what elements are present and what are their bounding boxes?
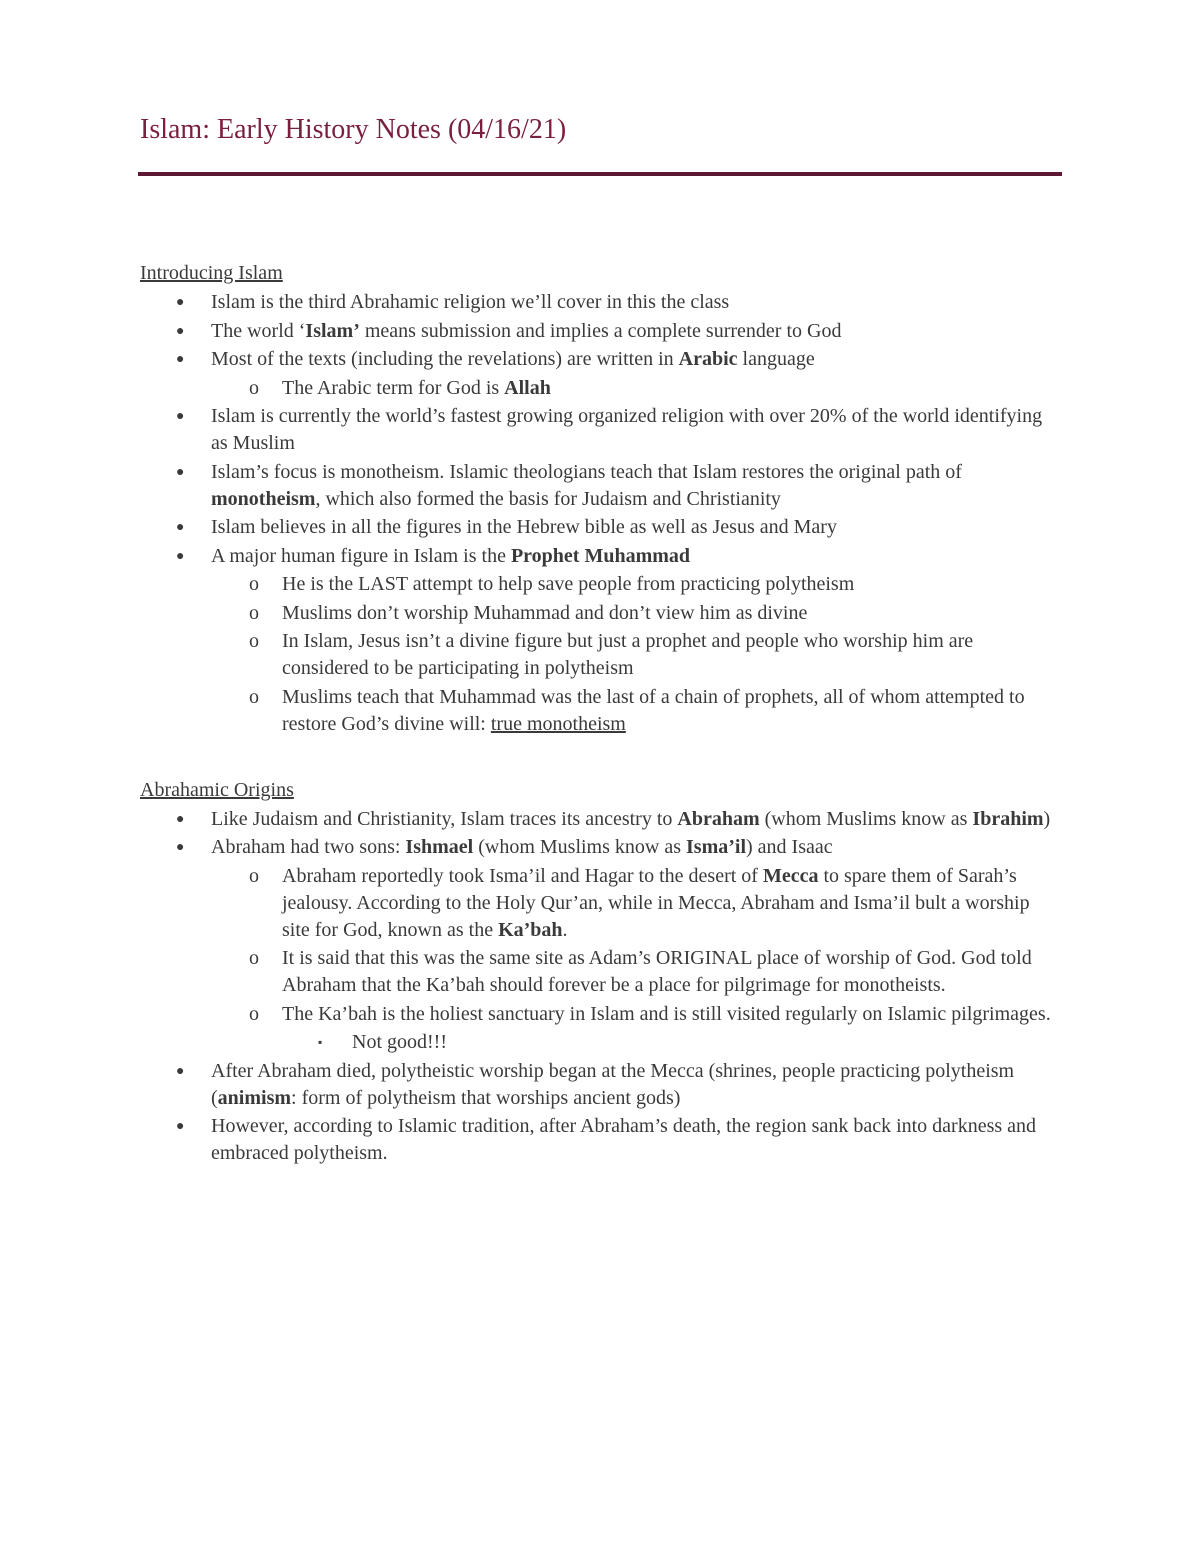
text-segment: Abraham reportedly took Isma’il and Hagar to the desert of [282, 864, 763, 887]
text-segment: Muslims teach that Muhammad was the last of a chain of prophets, all of whom attempted to restore God’s divine will: [282, 685, 1025, 735]
bold-term: Islam’ [305, 319, 360, 342]
text-segment: . [562, 918, 568, 941]
bold-term: Ka’bah [498, 918, 563, 941]
text-segment: , which also formed the basis for Judaism and Christianity [315, 487, 781, 510]
text-segment: to spare them of Sarah’s jealousy. According to the Holy Qur’an, while in Mecca, Abraham and Isma’il bult a worship site for God, known as the [282, 864, 1030, 941]
text-segment: means submission and implies a complete surrender to God [359, 319, 842, 342]
text-segment: Islam is currently the world’s fastest growing organized religion with over 20% of the world identifying as Muslim [211, 405, 1043, 454]
list-item [140, 346, 1062, 373]
bold-term: Arabic [678, 348, 738, 370]
list-item [140, 403, 1062, 457]
text-segment: Islam’s focus is monotheism. Islamic theologians teach that Islam restores the original path of [211, 460, 962, 483]
text-segment: Muslims don’t worship Muhammad and don’t view him as divine [282, 601, 808, 624]
list-item [140, 1058, 1062, 1112]
circle-bullet-icon: o [249, 864, 259, 887]
text-segment: ) and Isaac [746, 836, 833, 858]
bullet-icon: ● [176, 1063, 185, 1079]
bullet-icon: ● [176, 840, 185, 855]
circle-bullet-icon: o [249, 601, 259, 624]
list-item [140, 945, 1062, 999]
list-item [140, 600, 1062, 627]
text-segment: Islam is the third Abrahamic religion we’ll cover in this the class [211, 291, 730, 313]
text-segment: A major human figure in Islam is the [211, 544, 511, 567]
list-item [140, 318, 1062, 345]
text-segment: The Ka’bah is the holiest sanctuary in Islam and is still visited regularly on Islamic pilgrimages. [282, 1002, 1051, 1025]
bold-term: Ibrahim [972, 807, 1044, 830]
bullet-icon: ● [176, 295, 185, 310]
list-item [140, 1113, 1062, 1167]
circle-bullet-icon: o [249, 1002, 259, 1025]
bullet-icon: ● [176, 811, 185, 827]
text-segment: Islam believes in all the figures in the Hebrew bible as well as Jesus and Mary [211, 516, 837, 538]
text-segment: (whom Muslims know as [473, 836, 687, 858]
text-segment: Abraham had two sons: [211, 836, 406, 858]
text-segment: The Arabic term for God is [282, 376, 505, 399]
text-segment: It is said that this was the same site as Adam’s ORIGINAL place of worship of God. God told Abraham that the Ka’bah should forever be a place for pilgrimage for monotheists. [282, 947, 1032, 996]
bold-term: Isma’il [686, 836, 747, 858]
bullet-list [140, 806, 1062, 1168]
page-title: Islam: Early History Notes (04/16/21) [140, 114, 567, 145]
document-body [140, 260, 1062, 1169]
text-segment: Like Judaism and Christianity, Islam traces its ancestry to [211, 807, 678, 830]
circle-bullet-icon: o [249, 947, 259, 969]
text-segment: He is the LAST attempt to help save people from practicing polytheism [282, 573, 855, 595]
text-segment: After Abraham died, polytheistic worship began at the Mecca (shrines, people practicing polytheism ( [211, 1059, 1015, 1109]
circle-bullet-icon: o [249, 630, 259, 652]
bullet-icon: ● [176, 548, 185, 564]
bullet-icon: ● [176, 409, 185, 424]
bold-term: animism [217, 1086, 292, 1109]
bullet-icon: ● [176, 352, 185, 367]
square-bullet-icon: ▪ [318, 1035, 323, 1049]
list-item [140, 628, 1062, 682]
bold-term: Prophet Muhammad [510, 544, 691, 567]
circle-bullet-icon: o [249, 376, 259, 399]
list-item [140, 514, 1062, 541]
list-item [140, 863, 1062, 944]
bold-term: monotheism [211, 487, 316, 510]
list-item [140, 459, 1062, 513]
list-item [140, 1029, 1062, 1056]
text-segment: (whom Muslims know as [759, 807, 973, 830]
title-divider [138, 172, 1062, 176]
list-item [140, 289, 1062, 316]
list-item [140, 375, 1062, 402]
list-item [140, 834, 1062, 861]
circle-bullet-icon: o [249, 573, 259, 595]
text-segment: Most of the texts (including the revelations) are written in [211, 348, 679, 370]
bold-term: Allah [504, 376, 551, 399]
circle-bullet-icon: o [249, 685, 259, 708]
bullet-icon: ● [176, 323, 185, 339]
text-segment: language [737, 348, 815, 370]
section-heading: Introducing Islam [140, 262, 283, 284]
list-item [140, 1001, 1062, 1028]
bullet-list [140, 289, 1062, 738]
underlined-text: true monotheism [490, 712, 626, 735]
bold-term: Ishmael [405, 836, 474, 858]
bold-term: Mecca [762, 864, 819, 887]
text-segment: : form of polytheism that worships ancient gods) [291, 1086, 681, 1109]
text-segment: However, according to Islamic tradition, after Abraham’s death, the region sank back into darkness and embraced polytheism. [211, 1115, 1037, 1164]
bullet-icon: ● [176, 1119, 185, 1134]
bullet-icon: ● [176, 464, 185, 480]
list-item [140, 684, 1062, 738]
bullet-icon: ● [176, 520, 185, 535]
text-segment: ) [1043, 807, 1051, 830]
text-segment: In Islam, Jesus isn’t a divine figure but just a prophet and people who worship him are considered to be participating in polytheism [282, 630, 974, 679]
text-segment: Not good!!! [352, 1031, 447, 1053]
list-item [140, 806, 1062, 833]
text-segment: The world ‘ [211, 319, 306, 342]
bold-term: Abraham [677, 807, 760, 830]
section-heading: Abrahamic Origins [140, 778, 294, 801]
list-item [140, 571, 1062, 598]
list-item [140, 543, 1062, 570]
